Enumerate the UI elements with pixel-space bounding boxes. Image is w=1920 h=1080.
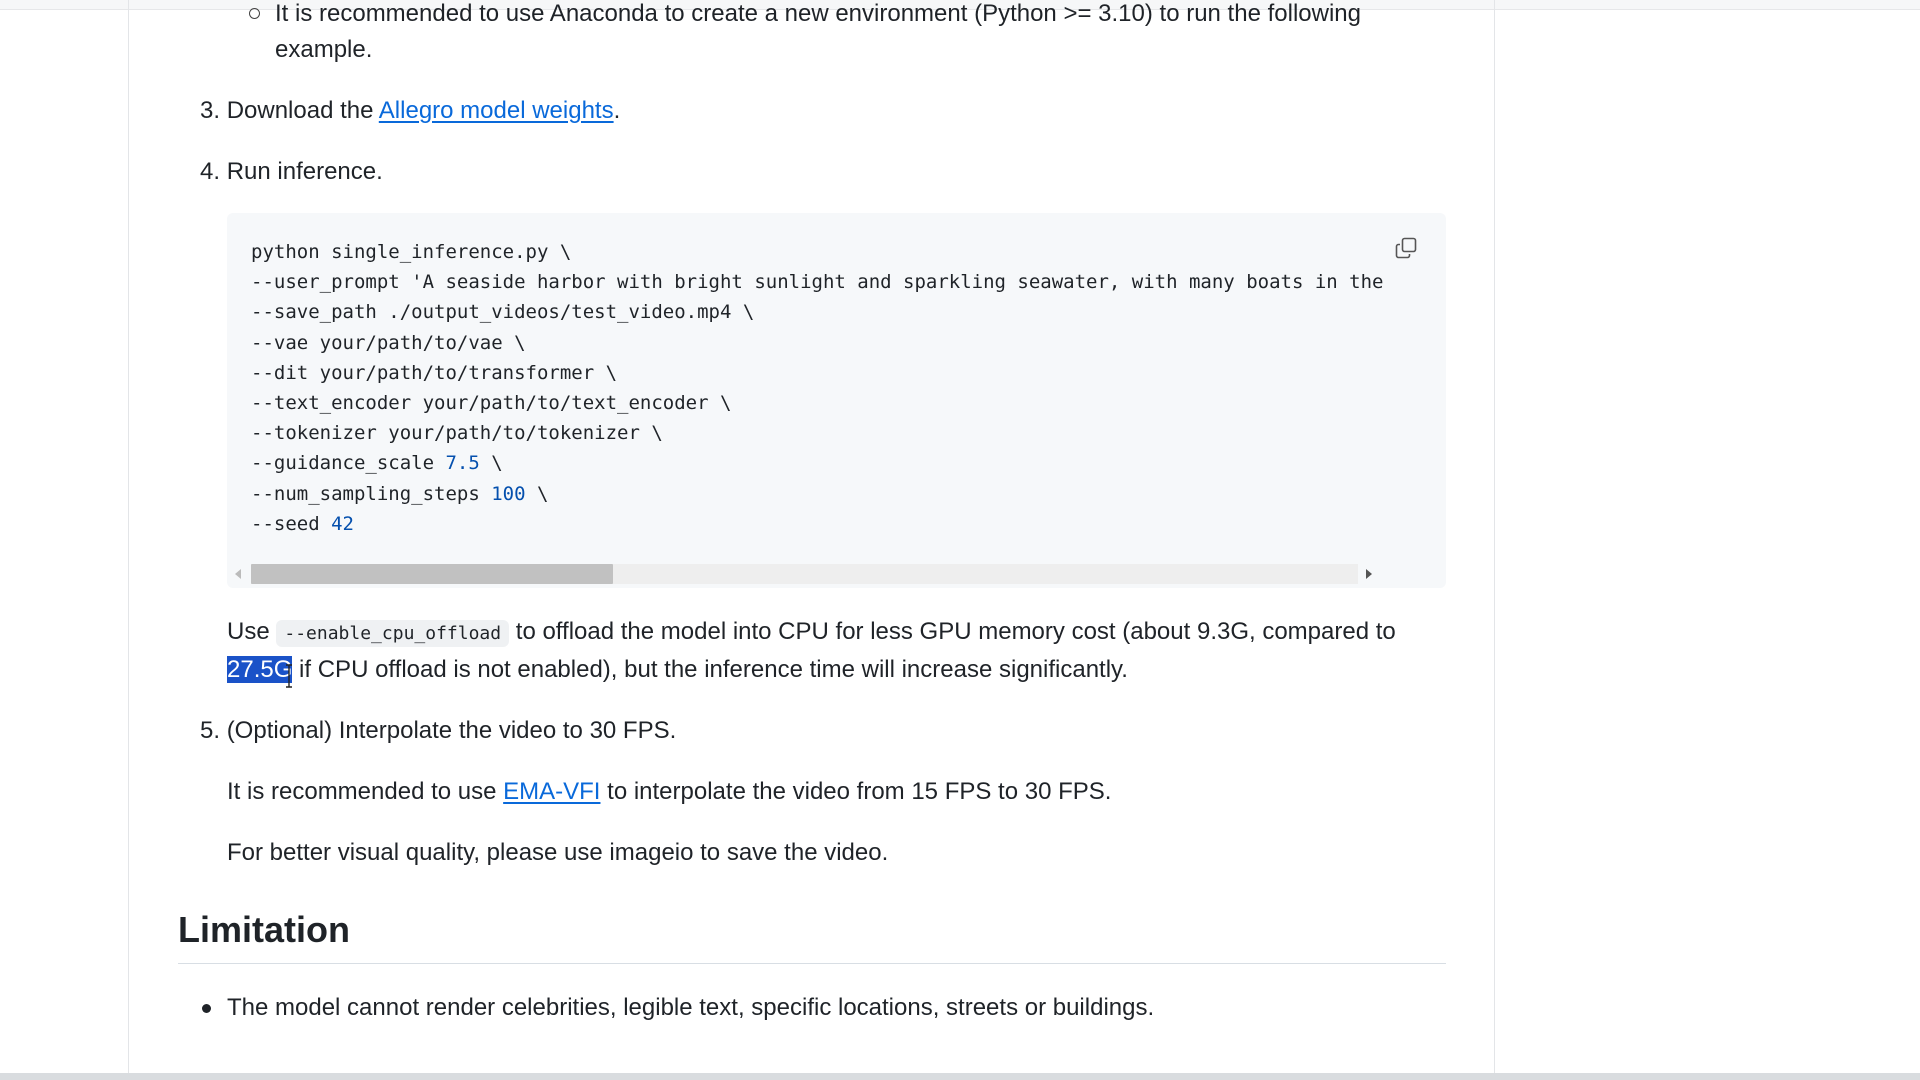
content-border-right bbox=[1494, 0, 1495, 1075]
limitation-heading: Limitation bbox=[178, 909, 350, 950]
copy-button[interactable] bbox=[1390, 232, 1422, 264]
code-line bbox=[251, 388, 1383, 418]
limitation-bullet-text: The model cannot render celebrities, legible text, specific locations, streets or buildings. bbox=[227, 994, 1155, 1021]
step-5-paragraph-2: For better visual quality, please use imageio to save the video. bbox=[227, 839, 889, 866]
allegro-weights-link[interactable]: Allegro model weights bbox=[378, 97, 614, 124]
step-5-p1-prefix: It is recommended to use bbox=[227, 778, 504, 805]
code-number-literal: 7.5 bbox=[445, 452, 480, 475]
code-line bbox=[251, 448, 1383, 478]
list-item-step-4 bbox=[200, 154, 383, 190]
step-5-text: (Optional) Interpolate the video to 30 FPS. bbox=[226, 717, 677, 744]
code-line bbox=[251, 509, 1383, 539]
code-line-tail: \ bbox=[479, 452, 503, 475]
scrollbar-thumb[interactable] bbox=[251, 564, 613, 584]
code-content[interactable] bbox=[251, 237, 1383, 539]
horizontal-scrollbar[interactable] bbox=[227, 563, 1446, 585]
copy-icon bbox=[1394, 236, 1418, 260]
step-3-text: Download the bbox=[226, 97, 379, 124]
step-3-suffix: . bbox=[613, 97, 621, 124]
cpu-offload-note-line1 bbox=[227, 614, 1396, 652]
code-line-text: --guidance_scale bbox=[251, 452, 446, 475]
code-line bbox=[251, 237, 1383, 267]
code-line bbox=[251, 358, 1383, 388]
code-line-text: --user_prompt 'A seaside harbor with bright sunlight and sparkling seawater, with many boats in the bbox=[251, 271, 1384, 294]
step-3-number: 3. bbox=[200, 97, 221, 124]
code-line-text: --seed bbox=[251, 512, 332, 535]
step-4-number: 4. bbox=[200, 158, 221, 185]
limitation-bullet-marker bbox=[202, 1004, 211, 1013]
step-4-text: Run inference. bbox=[226, 158, 383, 185]
list-item-step-5 bbox=[200, 713, 676, 749]
scroll-right-arrow-icon[interactable] bbox=[1366, 569, 1372, 579]
inline-code-enable-cpu-offload: --enable_cpu_offload bbox=[276, 620, 509, 647]
note-line1-rest: to offload the model into CPU for less GPU memory cost (about 9.3G, compared to bbox=[509, 618, 1396, 645]
sub-bullet-text-line1: It is recommended to use Anaconda to create a new environment (Python >= 3.10) to run the following bbox=[275, 0, 1361, 27]
code-line-text: --save_path ./output_videos/test_video.mp4 \ bbox=[251, 301, 755, 324]
code-line bbox=[251, 297, 1383, 327]
sub-bullet-marker bbox=[249, 8, 260, 19]
cpu-offload-note-line2 bbox=[227, 652, 1128, 688]
code-number-literal: 42 bbox=[331, 512, 354, 535]
code-line-text: --text_encoder your/path/to/text_encoder \ bbox=[251, 391, 732, 414]
code-line-text: --dit your/path/to/transformer \ bbox=[251, 361, 618, 384]
code-line-text: --vae your/path/to/vae \ bbox=[251, 331, 526, 354]
code-block[interactable] bbox=[227, 213, 1446, 588]
ema-vfi-link[interactable]: EMA-VFI bbox=[503, 778, 601, 805]
heading-divider bbox=[178, 963, 1446, 964]
code-line bbox=[251, 418, 1383, 448]
selected-text[interactable]: 27.5G bbox=[227, 656, 293, 683]
code-line-text: python single_inference.py \ bbox=[251, 241, 572, 263]
code-line bbox=[251, 328, 1383, 358]
step-5-number: 5. bbox=[200, 717, 221, 744]
code-line bbox=[251, 479, 1383, 509]
code-line-text: --tokenizer your/path/to/tokenizer \ bbox=[251, 422, 663, 445]
bottom-scroll-edge bbox=[0, 1073, 1920, 1080]
code-number-literal: 100 bbox=[491, 482, 526, 505]
note-line2-rest: if CPU offload is not enabled), but the inference time will increase significantly. bbox=[292, 656, 1128, 683]
text-cursor-icon bbox=[285, 664, 293, 688]
list-item-step-3 bbox=[200, 93, 620, 129]
scroll-left-arrow-icon[interactable] bbox=[235, 569, 241, 579]
note-prefix: Use bbox=[227, 618, 277, 645]
code-line-tail: \ bbox=[525, 482, 549, 505]
content-border-left bbox=[128, 0, 129, 1075]
code-line bbox=[251, 267, 1383, 297]
code-line-text: --num_sampling_steps bbox=[251, 482, 492, 505]
sub-bullet-text-line2: example. bbox=[275, 36, 373, 63]
step-5-p1-suffix: to interpolate the video from 15 FPS to 30 FPS. bbox=[600, 778, 1112, 805]
step-5-paragraph-1 bbox=[227, 774, 1111, 810]
